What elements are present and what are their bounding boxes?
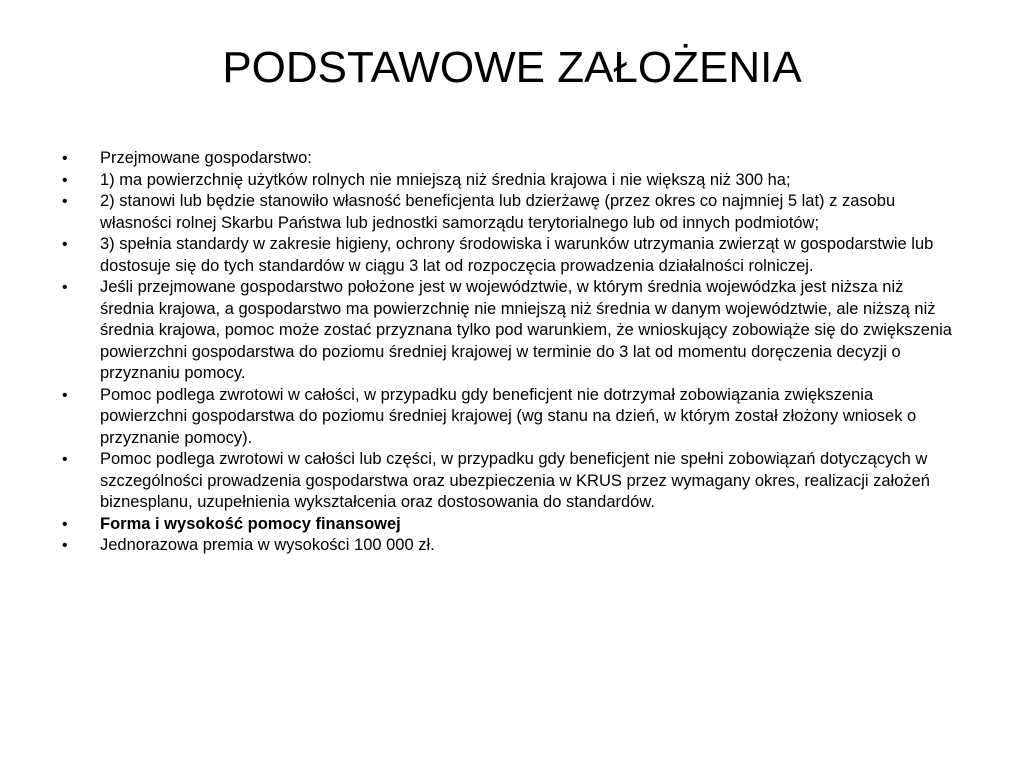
slide-title: PODSTAWOWE ZAŁOŻENIA <box>222 43 802 92</box>
list-item-text: 3) spełnia standardy w zakresie higieny, ochrony środowiska i warunków utrzymania zwierząt w gospodarstwie lub dostosuje się do tych standardów w ciągu 3 lat od rozpoczęcia prowadzenia działalności rolniczej. <box>100 235 934 275</box>
bullet-icon: • <box>62 150 68 167</box>
list-item <box>62 535 962 557</box>
list-item-text: Pomoc podlega zwrotowi w całości, w przypadku gdy beneficjent nie dotrzymał zobowiązania zwiększenia powierzchni gospodarstwa do poziomu średniej krajowej (wg stanu na dzień, w którym został złożony wniosek o przyznanie pomocy). <box>100 385 917 447</box>
bullet-icon: • <box>62 171 68 189</box>
list-item <box>62 148 962 170</box>
bullet-list <box>62 148 962 557</box>
bullet-icon: • <box>62 451 68 468</box>
list-item <box>62 234 962 277</box>
section-heading: Forma i wysokość pomocy finansowej <box>100 514 401 533</box>
list-item <box>62 170 962 192</box>
bullet-icon: • <box>62 236 68 253</box>
list-item-text: 1) ma powierzchnię użytków rolnych nie mniejszą niż średnia krajowa i nie większą niż 300 ha; <box>100 170 791 189</box>
bullet-icon: • <box>62 279 68 296</box>
bullet-icon: • <box>62 193 68 210</box>
list-item-text: Jednorazowa premia w wysokości 100 000 zł. <box>100 536 435 554</box>
list-item <box>62 191 962 234</box>
list-item-text: Pomoc podlega zwrotowi w całości lub części, w przypadku gdy beneficjent nie spełni zobowiązań dotyczących w szczególności prowadzenia gospodarstwa oraz ubezpieczenia w KRUS przez wymagany okres, realizacji założeń biznesplanu, uzupełnienia wykształcenia oraz dostosowania do standardów. <box>100 450 930 511</box>
bullet-icon: • <box>62 515 68 533</box>
list-item <box>62 385 962 450</box>
bullet-icon: • <box>62 537 68 554</box>
list-item <box>62 514 962 536</box>
list-item-text: 2) stanowi lub będzie stanowiło własność beneficjenta lub dzierżawę (przez okres co najmniej 5 lat) z zasobu własności rolnej Skarbu Państwa lub jednostki samorządu terytorialnego lub od innych podmiotów; <box>100 192 896 232</box>
list-item-text: Jeśli przejmowane gospodarstwo położone jest w województwie, w którym średnia wojewódzka jest niższa niż średnia krajowa, a gospodarstwo ma powierzchnię nie mniejszą niż średnia w danym województwie, ale niższą niż średnia krajowa, pomoc może zostać przyznana tylko pod warunkiem, że wnioskujący zobowiąże się do zwiększenia powierzchni gospodarstwa do poziomu średniej krajowej w terminie do 3 lat od momentu doręczenia decyzji o przyznaniu pomocy. <box>100 278 952 382</box>
list-item <box>62 277 962 385</box>
list-item <box>62 449 962 514</box>
bullet-icon: • <box>62 386 68 404</box>
list-item-text: Przejmowane gospodarstwo: <box>100 149 312 167</box>
